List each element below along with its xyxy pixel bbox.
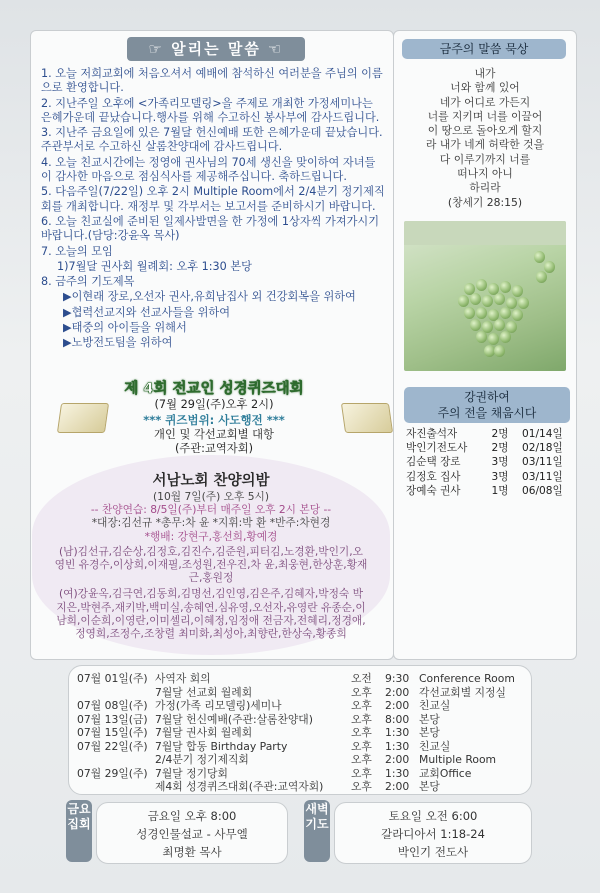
scripture-text — [402, 67, 568, 210]
scripture-line: 이 땅으로 돌아오게 할지 — [427, 124, 543, 138]
missionary-header — [404, 387, 570, 423]
grape — [512, 309, 523, 321]
vine-leaves — [404, 221, 566, 245]
scripture-line: 너와 함께 있어 — [450, 81, 520, 95]
prayer-title: 8. 금주의 기도제목 — [41, 275, 135, 289]
dawn-line: 박인기 전도사 — [397, 845, 469, 859]
grape — [458, 295, 469, 307]
friday-label: 금요집회 — [66, 800, 92, 862]
choir-men: (남)김선규,김순상,김정호,김진수,김준원,피터김,노경환,박인기,오영빈 유경수,이상희,이재필,조성원,전우진,차 윤,최웅현,한상훈,황재근,홍원정 — [54, 544, 368, 585]
scripture-line: 라 내가 네게 허락한 것을 — [425, 138, 545, 152]
notice-item: 1. 오늘 저희교회에 처음오셔서 예배에 참석하신 여러분을 주님의 이름으로 환영합니다. — [41, 67, 383, 95]
grape — [476, 307, 487, 319]
grape — [544, 261, 555, 273]
choir-staff: *대장:김선규 *총무:차 윤 *지휘:박 환 *반주:차현경 — [91, 516, 331, 530]
notice-item: 6. 오늘 친교실에 준비된 일제사발면을 한 가정에 1상자씩 가져가시기 바랍니다.(담당:강윤옥 목사) — [41, 214, 380, 243]
notices-list — [41, 67, 385, 352]
quiz-title: 제 4회 전교인 성경퀴즈대회 — [124, 381, 304, 397]
dawn-line: 토요일 오전 6:00 — [388, 809, 478, 823]
friday-line: 금요일 오후 8:00 — [147, 809, 237, 823]
notice-item: 5. 다음주일(7/22일) 오후 2시 Multiple Room에서 2/4분기 정기제직회를 개최합니다. 재정부 및 각부서는 보고서를 준비하시기 바랍니다. — [41, 185, 385, 213]
friday-line: 성경인물설교 - 사무엘 — [136, 827, 248, 841]
prayer-item: ▶협력선교지와 선교사들을 위하여 — [63, 305, 231, 319]
prayer-item: ▶노방전도팀을 위하여 — [63, 336, 173, 350]
dawn-label: 새벽기도 — [304, 800, 330, 862]
notice-item: 4. 오늘 친교시간에는 정영애 권사님의 70세 생신을 맞이하여 자녀들이 감사한 마음으로 점심식사를 제공해주십니다. 축하드립니다. — [41, 155, 376, 184]
bible-icon — [57, 403, 109, 433]
grape — [482, 295, 493, 307]
side-panel — [393, 30, 577, 660]
missionary-header-line: 강권하여 — [464, 390, 510, 404]
dawn-prayer — [334, 802, 532, 864]
quiz-target: 개인 및 각선교회별 대항 — [154, 428, 274, 441]
bible-icon — [341, 403, 393, 433]
meeting-item: 1)7월달 권사회 월례회: 오후 1:30 본당 — [57, 259, 252, 273]
schedule-table: 07월 01일(주) 사역자 회의 오전 9:30 Conference Room 7월달 선교회 월례회 오후 2:00 각선교회별 지정실 07월 08일(주) 가정(가족 리모델링)세미나 오후 2:00 친교실 07월 13일(금) 7월달 헌신예배(주관:살롬찬양대) 오후 8:00 본당 07월 15일(주) 7월달 권사회 월례회 오후 1:30 본당 07월 22일(주) 7월달 합동 Birthday Party 오후 1:30 친교실 2/4분기 정기제직회 오후 2:00 Multiple Room 07월 29일(주) 7월달 정기당회 오후 1:30 교회Office 제4회 성경퀴즈대회(주관:교역자회) 오후 2:00 본당 — [68, 665, 532, 795]
missionary-row: 김순택 장로 3명 03/11일 — [406, 456, 563, 469]
missionary-row: 박인기전도사 2명 02/18일 — [406, 442, 563, 455]
notice-item: 7. 오늘의 모임 — [41, 244, 113, 258]
scripture-line: 너를 지키며 너를 이끌어 — [427, 109, 543, 123]
prayer-item: ▶태중의 아이들을 위해서 — [63, 321, 187, 335]
choir-announcement — [32, 455, 390, 655]
grape — [500, 281, 511, 293]
grape — [464, 307, 475, 319]
scripture-line: 다 이루기까지 너를 — [439, 152, 531, 166]
prayer-item: ▶이현래 장로,오선자 권사,유희남집사 외 건강회복을 위하여 — [63, 290, 356, 304]
grape — [494, 293, 505, 305]
grape — [536, 271, 547, 283]
grape — [494, 345, 505, 357]
scripture-line: 하리라 — [469, 181, 501, 195]
missionary-row: 김정호 집사 3명 03/11일 — [406, 470, 563, 483]
missionary-row: 자진출석자 2명 01/14일 — [406, 428, 563, 440]
missionary-row: 장예숙 권사 1명 06/08일 — [406, 484, 563, 497]
choir-title: 서남노회 찬양의밤 — [152, 473, 270, 489]
grape — [476, 279, 487, 291]
quiz-host: (주관:교역자회) — [174, 442, 254, 455]
friday-meeting — [96, 802, 288, 864]
grape — [512, 285, 523, 297]
notice-item: 2. 지난주일 오후에 <가족리모델링>을 주제로 개최한 가정세미나는 은혜가운데 끝났습니다.행사를 위해 수고하신 봉사부에 감사드립니다. — [41, 96, 380, 124]
friday-line: 최명환 목사 — [162, 845, 222, 859]
missionary-table — [406, 427, 570, 498]
notice-item: 3. 지난주 금요일에 있은 7월달 헌신예배 또한 은혜가운데 끝났습니다. 주관부서로 수고하신 살롬찬양대에 감사드립니다. — [41, 126, 383, 154]
notices-title: ☞ 알리는 말씀 ☜ — [127, 37, 305, 61]
grape — [518, 297, 529, 309]
grape — [500, 331, 511, 343]
scripture-line: 내가 — [474, 67, 496, 80]
dawn-line: 갈라디아서 1:18-24 — [381, 827, 485, 841]
missionary-header-line: 주의 전을 채웁시다 — [437, 406, 537, 420]
grape — [470, 319, 481, 331]
scripture-header: 금주의 말씀 묵상 — [402, 39, 566, 59]
scripture-line: 네가 어디로 가든지 — [439, 95, 531, 109]
choir-practice: -- 찬양연습: 8/5일(주)부터 매주일 오후 2시 본당 -- — [90, 503, 332, 517]
choir-women: (여)강윤옥,김극연,김동희,김명선,김인영,김은주,김혜자,박정숙 박지은,박현주,재키박,백미실,송혜연,심유영,오선자,유영란 유종순,이남희,이순희,이영란,이미셸리,이혜정,임정애 전금자,전혜리,정경애,정영희,조정수,조창렬 최미화,최성아,최향란,한상숙,황종희 — [56, 587, 366, 641]
grape — [494, 319, 505, 331]
choir-assistant: *행배: 강현구,홍선희,황예경 — [144, 529, 278, 543]
grape — [534, 251, 545, 263]
quiz-range: *** 퀴즈범위: 사도행전 *** — [143, 413, 285, 427]
grape — [500, 307, 511, 319]
scripture-reference: (창세기 28:15) — [447, 195, 523, 209]
choir-date: (10월 7일(주) 오후 5시) — [152, 490, 269, 503]
quiz-date: (7월 29일(주)오후 2시) — [154, 398, 274, 411]
grape — [470, 293, 481, 305]
grape — [488, 333, 499, 345]
grape — [476, 331, 487, 343]
grape-photo — [404, 221, 566, 371]
scripture-line: 떠나지 아니 — [457, 167, 513, 181]
